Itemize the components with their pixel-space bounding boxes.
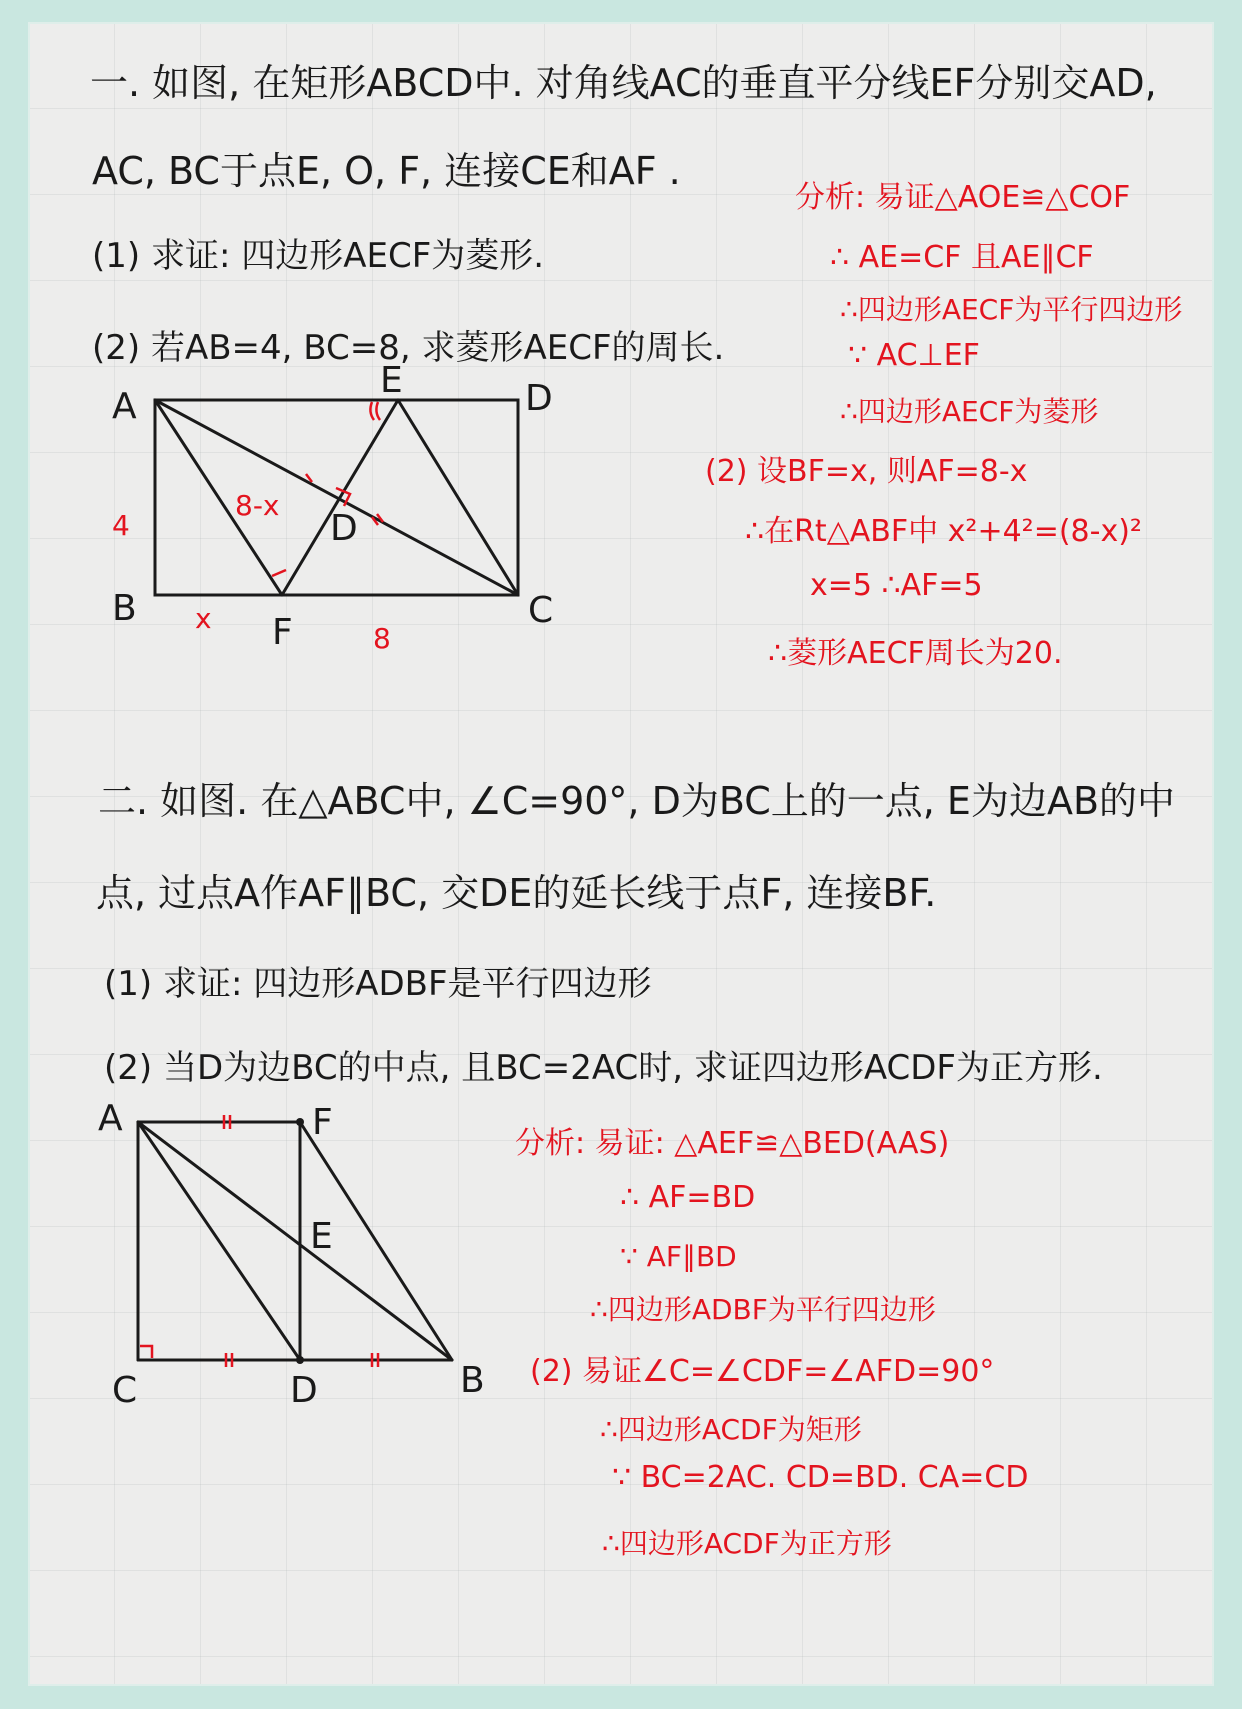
p1-analysis-line: ∴ AE=CF 且AE∥CF — [830, 240, 1094, 275]
p1-solution-line: ∴菱形AECF周长为20. — [768, 636, 1063, 671]
problem2-statement-line1: 二. 如图. 在△ABC中, ∠C=90°, D为BC上的一点, E为边AB的中 — [98, 779, 1176, 823]
label-a: A — [98, 1098, 123, 1139]
label-d: D — [290, 1370, 318, 1411]
label-b: B — [460, 1360, 485, 1401]
p1-analysis-line: ∵ AC⊥EF — [848, 338, 980, 373]
label-o: D — [330, 508, 358, 549]
label-e: E — [380, 360, 403, 401]
p1-solution-line: ∴在Rt△ABF中 x²+4²=(8-x)² — [745, 514, 1142, 549]
label-f: F — [312, 1102, 333, 1143]
p2-analysis-line: ∴ AF=BD — [620, 1180, 756, 1215]
problem1-part2: (2) 若AB=4, BC=8, 求菱形AECF的周长. — [92, 328, 725, 368]
annotation-af: 8-x — [235, 489, 280, 522]
annotation-fc: 8 — [373, 622, 391, 655]
p2-analysis-line: (2) 易证∠C=∠CDF=∠AFD=90° — [530, 1354, 995, 1389]
p2-analysis-line: ∵ AF∥BD — [620, 1240, 737, 1273]
problem2-part2: (2) 当D为边BC的中点, 且BC=2AC时, 求证四边形ACDF为正方形. — [104, 1048, 1103, 1088]
p2-analysis-line: 分析: 易证: △AEF≌△BED(AAS) — [515, 1126, 950, 1161]
problem1-statement-line1: 一. 如图, 在矩形ABCD中. 对角线AC的垂直平分线EF分别交AD, — [90, 61, 1157, 105]
label-b: B — [112, 588, 137, 629]
p2-analysis-line: ∵ BC=2AC. CD=BD. CA=CD — [612, 1460, 1029, 1495]
problem1-statement-line2: AC, BC于点E, O, F, 连接CE和AF . — [92, 149, 681, 193]
label-c: C — [112, 1370, 138, 1411]
label-e: E — [310, 1216, 333, 1257]
problem2-part1: (1) 求证: 四边形ADBF是平行四边形 — [104, 964, 652, 1004]
p1-analysis-line: ∴四边形AECF为菱形 — [840, 395, 1099, 428]
p2-analysis-line: ∴四边形ACDF为正方形 — [602, 1527, 892, 1560]
p1-solution-line: x=5 ∴AF=5 — [810, 568, 983, 603]
annotation-bf: x — [195, 602, 212, 635]
p1-solution-line: (2) 设BF=x, 则AF=8-x — [705, 454, 1028, 489]
label-d: D — [525, 378, 553, 419]
annotation-ab: 4 — [112, 509, 130, 542]
label-f: F — [272, 612, 293, 653]
p2-analysis-line: ∴四边形ADBF为平行四边形 — [590, 1293, 936, 1326]
p1-analysis-line: 分析: 易证△AOE≌△COF — [795, 180, 1131, 215]
problem1-part1: (1) 求证: 四边形AECF为菱形. — [92, 236, 545, 276]
label-c: C — [528, 590, 554, 631]
problem2-statement-line2: 点, 过点A作AF∥BC, 交DE的延长线于点F, 连接BF. — [96, 871, 937, 915]
label-a: A — [112, 386, 137, 427]
p1-analysis-line: ∴四边形AECF为平行四边形 — [840, 293, 1183, 326]
p2-analysis-line: ∴四边形ACDF为矩形 — [600, 1413, 862, 1446]
